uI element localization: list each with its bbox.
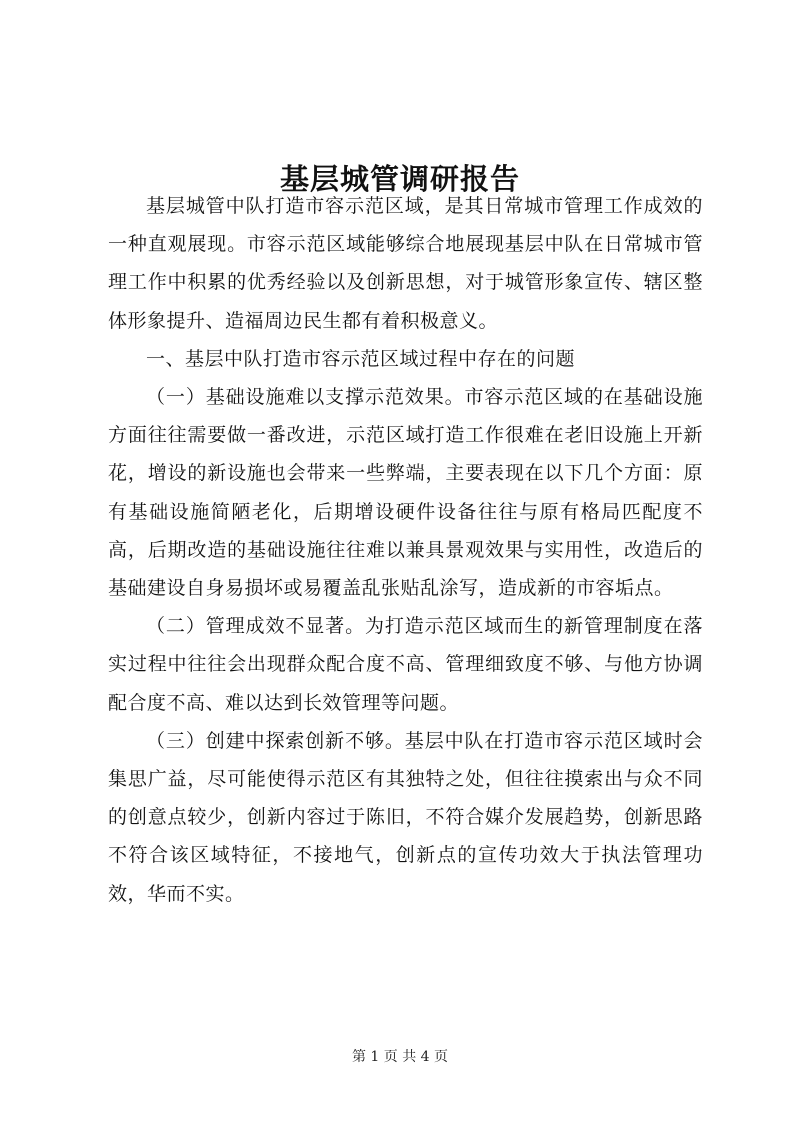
document-title: 基层城管调研报告: [279, 162, 520, 197]
document-body: [108, 187, 703, 913]
problem-paragraph-1: （一）基础设施难以支撑示范效果。市容示范区域的在基础设施方面往往需要做一番改进，示范区域打造工作很难在老旧设施上开新花，增设的新设施也会带来一些弊端，主要表现在以下几个方面：原有基础设施简陋老化，后期增设硬件设备往往与原有格局匹配度不高，后期改造的基础设施往往难以兼具景观效果与实用性，改造后的基础建设自身易损坏或易覆盖乱张贴乱涂写，造成新的市容垢点。: [108, 386, 703, 600]
intro-paragraph: 基层城管中队打造市容示范区域，是其日常城市管理工作成效的一种直观展现。市容示范区域能够综合地展现基层中队在日常城市管理工作中积累的优秀经验以及创新思想，对于城管形象宣传、辖区整体形象提升、造福周边民生都有着积极意义。: [108, 195, 703, 332]
problem-paragraph-2: （二）管理成效不显著。为打造示范区域而生的新管理制度在落实过程中往往会出现群众配合度不高、管理细致度不够、与他方协调配合度不高、难以达到长效管理等问题。: [108, 615, 703, 714]
page-footer: 第 1 页 共 4 页: [351, 1049, 449, 1065]
problem-paragraph-3: （三）创建中探索创新不够。基层中队在打造市容示范区域时会集思广益，尽可能使得示范区有其独特之处，但往往摸索出与众不同的创意点较少，创新内容过于陈旧，不符合媒介发展趋势，创新思路不符合该区域特征，不接地气，创新点的宣传功效大于执法管理功效，华而不实。: [108, 729, 703, 905]
section-heading-problems: 一、基层中队打造市容示范区域过程中存在的问题: [146, 347, 576, 370]
